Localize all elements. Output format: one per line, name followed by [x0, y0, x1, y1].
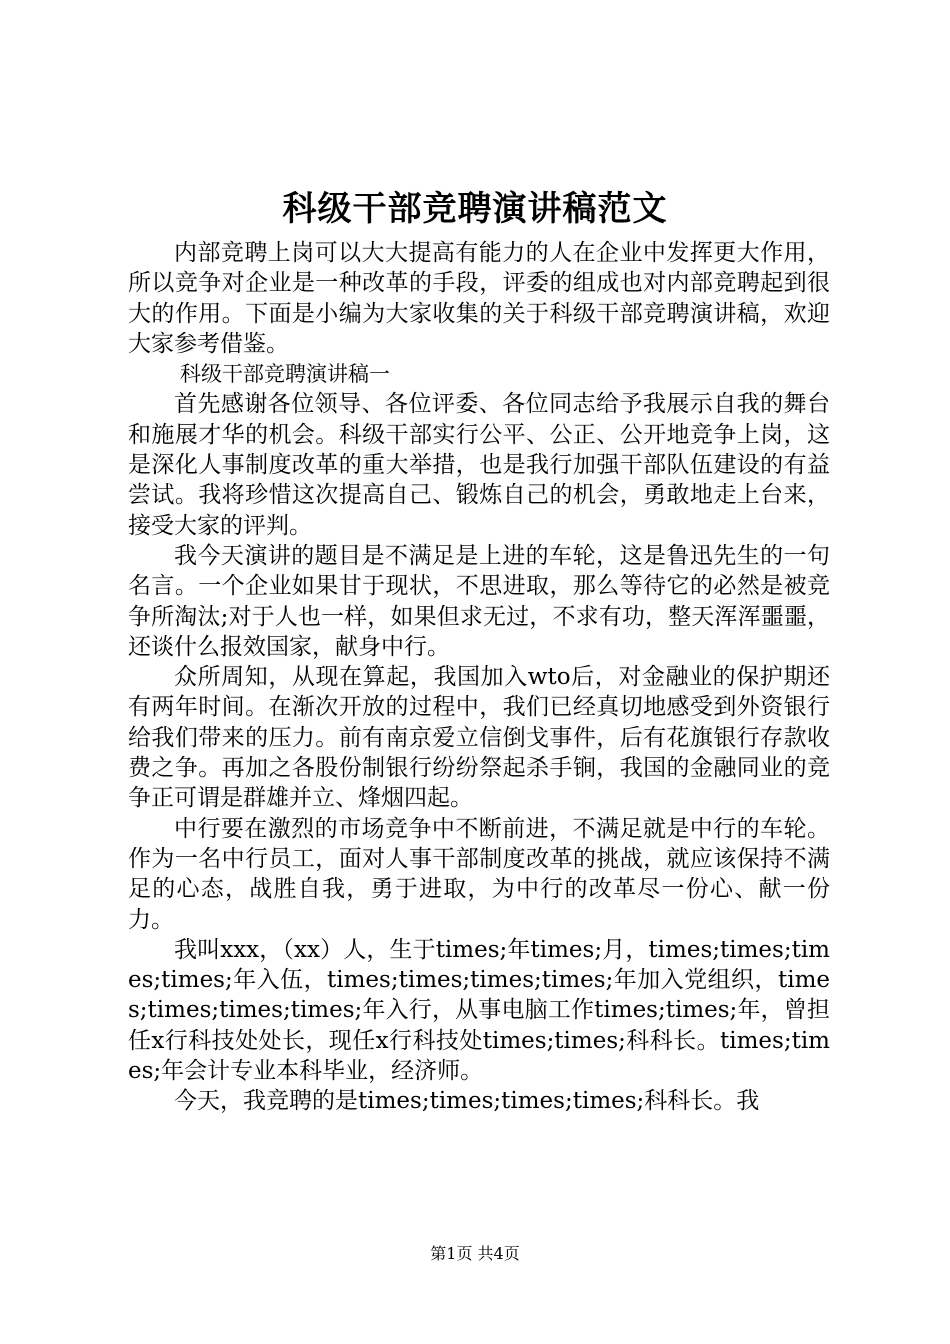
page-footer: 第1页 共4页 [430, 1244, 520, 1263]
paragraph: 我今天演讲的题目是不满足是上进的车轮，这是鲁迅先生的一句名言。一个企业如果甘于现状，不思进取，那么等待它的必然是被竞争所淘汰;对于人也一样，如果但求无过，不求有功，整天浑浑噩噩，还谈什么报效国家，献身中行。 [128, 542, 830, 660]
document-body [128, 238, 830, 1117]
paragraph: 首先感谢各位领导、各位评委、各位同志给予我展示自我的舞台和施展才华的机会。科级干部实行公平、公正、公开地竞争上岗，这是深化人事制度改革的重大举措，也是我行加强干部队伍建设的有益尝试。我将珍惜这次提高自己、锻炼自己的机会，勇敢地走上台来，接受大家的评判。 [128, 391, 830, 539]
document-title: 科级干部竞聘演讲稿范文 [282, 189, 668, 229]
paragraph: 众所周知，从现在算起，我国加入wto后，对金融业的保护期还有两年时间。在渐次开放的过程中，我们已经真切地感受到外资银行给我们带来的压力。前有南京爱立信倒戈事件，后有花旗银行存款收费之争。再加之各股份制银行纷纷祭起杀手锏，我国的金融同业的竞争正可谓是群雄并立、烽烟四起。 [128, 664, 830, 812]
paragraph-intro: 内部竞聘上岗可以大大提高有能力的人在企业中发挥更大作用，所以竞争对企业是一种改革的手段，评委的组成也对内部竞聘起到很大的作用。下面是小编为大家收集的关于科级干部竞聘演讲稿，欢迎大家参考借鉴。 [128, 240, 830, 357]
paragraph: 我叫xxx，（xx）人，生于times;年times;月，times;times;times;times;年入伍，times;times;times;times;年加入党组织，times;times;times;times;年入行，从事电脑工作times;times;年，曾担任x行科技处处长，现任x行科技处times;times;科科长。times;times;年会计专业本科毕业，经济师。 [128, 936, 830, 1085]
paragraph: 中行要在激烈的市场竞争中不断前进，不满足就是中行的车轮。作为一名中行员工，面对人事干部制度改革的挑战，就应该保持不满足的心态，战胜自我，勇于进取，为中行的改革尽一份心、献一份力。 [128, 815, 830, 933]
paragraph: 今天，我竞聘的是times;times;times;times;科科长。我 [174, 1088, 760, 1115]
section-heading: 科级干部竞聘演讲稿一 [180, 362, 390, 387]
